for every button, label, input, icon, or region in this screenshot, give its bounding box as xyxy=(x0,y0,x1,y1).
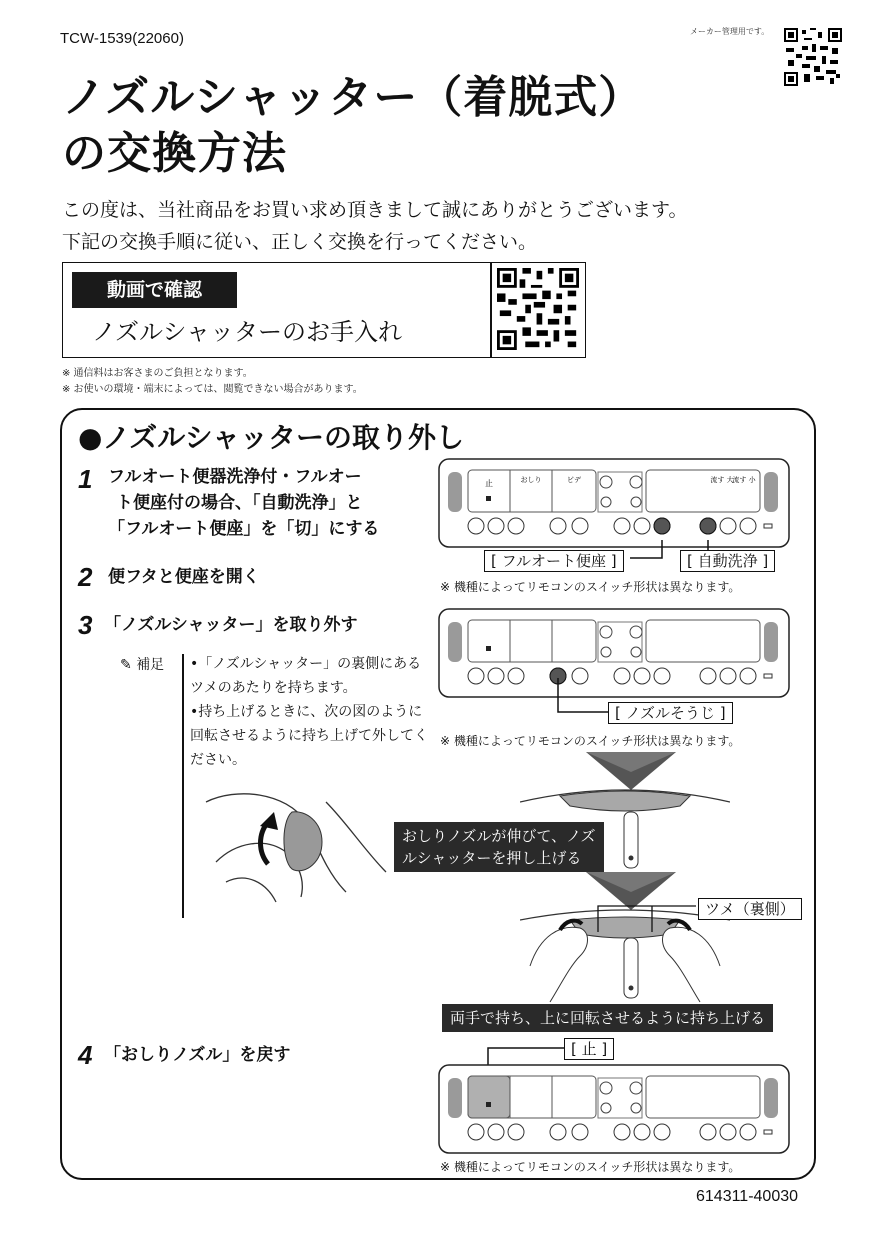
step-3-number: 3 xyxy=(78,610,93,640)
push-caption-line-2: ルシャッターを押し上げる xyxy=(402,849,582,867)
step-4-text: 「おしりノズル」を戻す xyxy=(104,1045,291,1065)
supplement-divider xyxy=(182,654,184,918)
step-1-text xyxy=(108,464,379,542)
step-2-number: 2 xyxy=(78,562,93,592)
note-1: ※ 通信料はお客さまのご負担となります。 xyxy=(62,368,253,379)
part-number: 614311-40030 xyxy=(696,1188,799,1205)
label-auto-flush: [ 自動洗浄 ] xyxy=(680,550,775,572)
document-code: TCW-1539(22060) xyxy=(60,30,184,47)
intro-line-1: この度は、当社商品をお買い求め頂きまして誠にありがとうございます。 xyxy=(62,199,688,221)
flush-small-label: 流す 小 xyxy=(732,476,756,484)
label-nozzle-clean: [ ノズルそうじ ] xyxy=(608,702,733,724)
supplement-bullets xyxy=(190,652,430,772)
maker-note: メーカー管理用です。 xyxy=(690,27,770,36)
step-1-number: 1 xyxy=(78,464,93,494)
pencil-icon: ✎ xyxy=(120,657,132,673)
step-1-line-3: 「フルオート便座」を「切」にする xyxy=(108,519,380,539)
remote-caption-2: ※ 機種によってリモコンのスイッチ形状は異なります。 xyxy=(440,734,741,748)
supplement-bullet-2: •持ち上げるときに、次の図のように回転させるように持ち上げて外してください。 xyxy=(190,704,428,768)
label-stop: [ 止 ] xyxy=(564,1038,614,1060)
step-1-line-1: フルオート便器洗浄付・フルオー xyxy=(108,467,362,487)
remote-control-3 xyxy=(438,1064,790,1156)
push-caption xyxy=(394,822,604,872)
section-title: ●ノズルシャッターの取り外し xyxy=(78,421,465,454)
bidet-label: ビデ xyxy=(567,476,581,484)
remote-caption-3: ※ 機種によってリモコンのスイッチ形状は異なります。 xyxy=(440,1160,741,1174)
remote-caption-1: ※ 機種によってリモコンのスイッチ形状は異なります。 xyxy=(440,580,741,594)
supplement-label-text: 補足 xyxy=(136,657,165,673)
label-full-auto-seat: [ フルオート便座 ] xyxy=(484,550,624,572)
step-4-number: 4 xyxy=(78,1040,93,1070)
supplement-bullet-1: •「ノズルシャッター」の裏側にあるツメのあたりを持ちます。 xyxy=(190,656,422,696)
note-2: ※ お使いの環境・端末によっては、閲覧できない場合があります。 xyxy=(62,384,363,395)
qr-code-maker xyxy=(784,28,842,86)
hand-rotate-illustration xyxy=(196,782,396,912)
step-2-text: 便フタと便座を開く xyxy=(108,567,260,587)
qr-code-video[interactable] xyxy=(497,268,579,350)
video-name: ノズルシャッターのお手入れ xyxy=(92,318,402,346)
oshiri-label: おしり xyxy=(520,476,542,484)
qr-divider xyxy=(490,262,492,358)
supplement-label xyxy=(120,654,164,674)
title-line-2: の交換方法 xyxy=(62,128,287,179)
stop-label: 止 xyxy=(485,479,493,488)
intro-line-2: 下記の交換手順に従い、正しく交換を行ってください。 xyxy=(62,231,538,253)
video-label: 動画で確認 xyxy=(72,272,237,308)
label-tab-back: ツメ（裏側） xyxy=(698,898,802,920)
lift-caption: 両手で持ち、上に回転させるように持ち上げる xyxy=(442,1004,773,1032)
intro-text xyxy=(62,194,687,258)
step-1-line-2: ト便座付の場合、「自動洗浄」と xyxy=(116,493,363,513)
page-title xyxy=(62,70,643,182)
push-caption-line-1: おしりノズルが伸びて、ノズ xyxy=(402,827,596,845)
flush-large-label: 流す 大 xyxy=(710,476,734,484)
title-line-1: ノズルシャッター（着脱式） xyxy=(62,72,644,123)
step-3-text: 「ノズルシャッター」を取り外す xyxy=(104,615,358,635)
